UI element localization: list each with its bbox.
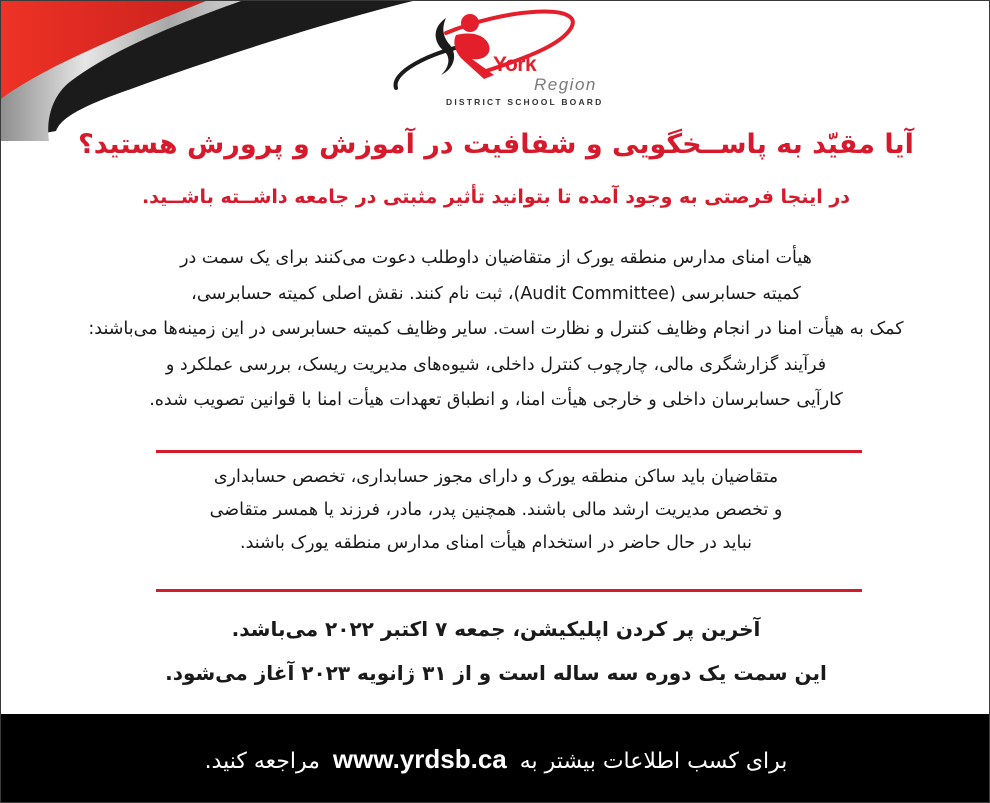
logo-board-text: DISTRICT SCHOOL BOARD [446, 97, 604, 107]
bottom-divider-rule [156, 589, 862, 592]
dates-block [61, 607, 931, 695]
intro-line: کمک به هیأت امنا در انجام وظایف کنترل و نظارت است. سایر وظایف کمیته حسابرسی در این زمینه‌ها می‌باشند: [88, 319, 904, 339]
logo-region-text: Region [534, 75, 597, 94]
intro-line: فرآیند گزارشگری مالی، چارچوب کنترل داخلی، شیوه‌های مدیریت ریسک، بررسی عملکرد و [165, 354, 827, 375]
footer-text-after: مراجعه کنید. [204, 748, 320, 774]
website-link[interactable]: www.yrdsb.ca [332, 743, 507, 774]
requirements-paragraph [141, 461, 851, 560]
requirements-line: نباید در حال حاضر در استخدام هیأت امنای مدارس منطقه یورک باشند. [240, 533, 752, 553]
intro-line: هیأت امنای مدارس منطقه یورک از متقاضیان داوطلب دعوت می‌کنند برای یک سمت در [180, 248, 812, 268]
logo-york-text: York [493, 53, 537, 76]
yrdsb-logo [386, 3, 616, 111]
footer-text-before: برای کسب اطلاعات بیشتر به [519, 748, 788, 774]
footer-text [205, 744, 788, 775]
footer-bar [1, 714, 990, 803]
top-divider-rule [156, 450, 862, 453]
headline: آیا مقیّد به پاســخگویی و شفافیت در آموزش و پرورش هستید؟ [78, 129, 914, 160]
requirements-line: متقاضیان باید ساکن منطقه یورک و دارای مجوز حسابداری، تخصص حسابداری [213, 467, 779, 487]
intro-line: کمیته حسابرسی (Audit Committee)، ثبت نام کنند. نقش اصلی کمیته حسابرسی، [191, 283, 801, 304]
intro-paragraph [41, 241, 951, 419]
term-start: این سمت یک دوره سه ساله است و از ۳۱ ژانویه ۲۰۲۳ آغاز می‌شود. [165, 661, 827, 685]
requirements-line: و تخصص مدیریت ارشد مالی باشند. همچنین پدر، مادر، فرزند یا همسر متقاضی [209, 500, 783, 520]
intro-line: کارآیی حسابرسان داخلی و خارجی هیأت امنا، و انطباق تعهدات هیأت امنا با قوانین تصویب شده. [149, 390, 843, 410]
application-deadline: آخرین پر کردن اپلیکیشن، جمعه ۷ اکتبر ۲۰۲۲ می‌باشد. [231, 617, 761, 641]
subheadline: در اینجا فرصتی به وجود آمده تا بتوانید تأثیر مثبتی در جامعه داشــته باشــید. [141, 186, 851, 208]
